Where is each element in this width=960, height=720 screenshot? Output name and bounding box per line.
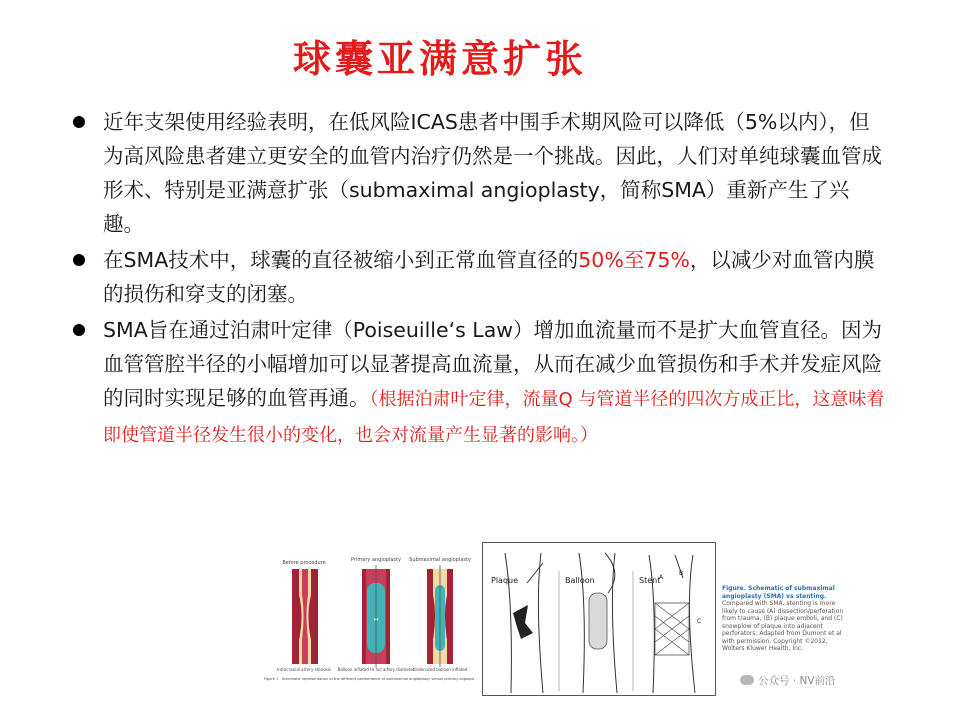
- fig1-sublabel-2: Balloon inflated to full artery diameter: [337, 667, 415, 672]
- fig1-sublabel-1: Intracranial artery stenosis: [277, 667, 331, 672]
- bullet-dot-icon: [73, 324, 85, 336]
- vessel-submaximal-angioplasty-icon: [427, 565, 453, 667]
- fig1-caption: Figure 1 · Schematic representation of the different performance of submaximal angioplasty versus primary angioplasty.: [264, 677, 474, 681]
- bullet-item-2: [70, 243, 890, 311]
- panel-label-stent: Stent: [639, 576, 661, 585]
- bullet-text: ，以减少对血管内膜的损伤和穿支的闭塞。: [103, 248, 875, 306]
- highlight-percentage: 50%至75%: [578, 248, 690, 272]
- svg-text:↔: ↔: [373, 616, 379, 623]
- marker-c: C: [697, 618, 702, 625]
- bullet-item-1: [70, 105, 890, 241]
- watermark-text: 公众号 · NV前沿: [758, 675, 836, 687]
- figure-angioplasty-schematic: [262, 555, 474, 683]
- fig1-label-1: Before procedure: [282, 560, 326, 566]
- figure2-caption-title: Figure. Schematic of submaximal angioplasty (SMA) vs stenting.: [722, 585, 835, 600]
- bullet-item-3: [70, 313, 890, 453]
- plaque-vessel-icon: [505, 553, 543, 693]
- marker-a: A: [659, 574, 664, 581]
- slide-title: 球囊亚满意扩张: [292, 36, 587, 81]
- fig1-label-3: Submaximal angioplasty: [409, 557, 471, 563]
- fig1-label-2: Primary angioplasty: [351, 557, 401, 563]
- vessel-before-icon: [292, 569, 318, 664]
- red-note: （根据泊肃叶定律，流量Q 与管道半径的四次方成正比，这意味着即使管道半径发生很小的变化，也会对流量产生显著的影响。）: [103, 389, 885, 446]
- figure2-caption-body: Compared with SMA, stenting is more likely to cause (A) dissection/perforation from trauma, (B) plaque emboli, and (C) snowplow of plaque into adjacent perforators. Adapted from Dumont et al with permission. Copyright ©2012, Wolters Kluwer Health, Inc.: [722, 600, 844, 652]
- bullet-text: SMA旨在通过泊肃叶定律（Poiseuille‘s Law）增加血流量而不是扩大血管直径。因为血管管腔半径的小幅增加可以显著提高血流量，从而在减少血管损伤和手术并发症风险的同时实现足够的血管再通。: [103, 318, 883, 410]
- panel-label-balloon: Balloon: [565, 576, 595, 585]
- figure-sma-vs-stenting: [482, 542, 716, 696]
- panel-label-plaque: Plaque: [491, 576, 519, 585]
- balloon-vessel-icon: [579, 553, 617, 693]
- bullet-text: 在SMA技术中，球囊的直径被缩小到正常血管直径的: [103, 248, 579, 272]
- watermark: [740, 673, 836, 688]
- bullet-dot-icon: [73, 116, 85, 128]
- fig1-sublabel-3: Undersized balloon inflated: [412, 667, 468, 672]
- bullet-text: 近年支架使用经验表明，在低风险ICAS患者中围手术期风险可以降低（5%以内），但为高风险患者建立更安全的血管内治疗仍然是一个挑战。因此，人们对单纯球囊血管成形术、特别是亚满意扩张（submaximal angioplasty，简称SMA）重新产生了兴趣。: [103, 110, 882, 236]
- bullet-dot-icon: [73, 254, 85, 266]
- vessel-primary-angioplasty-icon: [362, 565, 390, 667]
- figure2-caption: [722, 585, 847, 653]
- wechat-icon: [740, 675, 754, 685]
- bullet-list: [70, 105, 890, 455]
- marker-b: B: [679, 570, 684, 577]
